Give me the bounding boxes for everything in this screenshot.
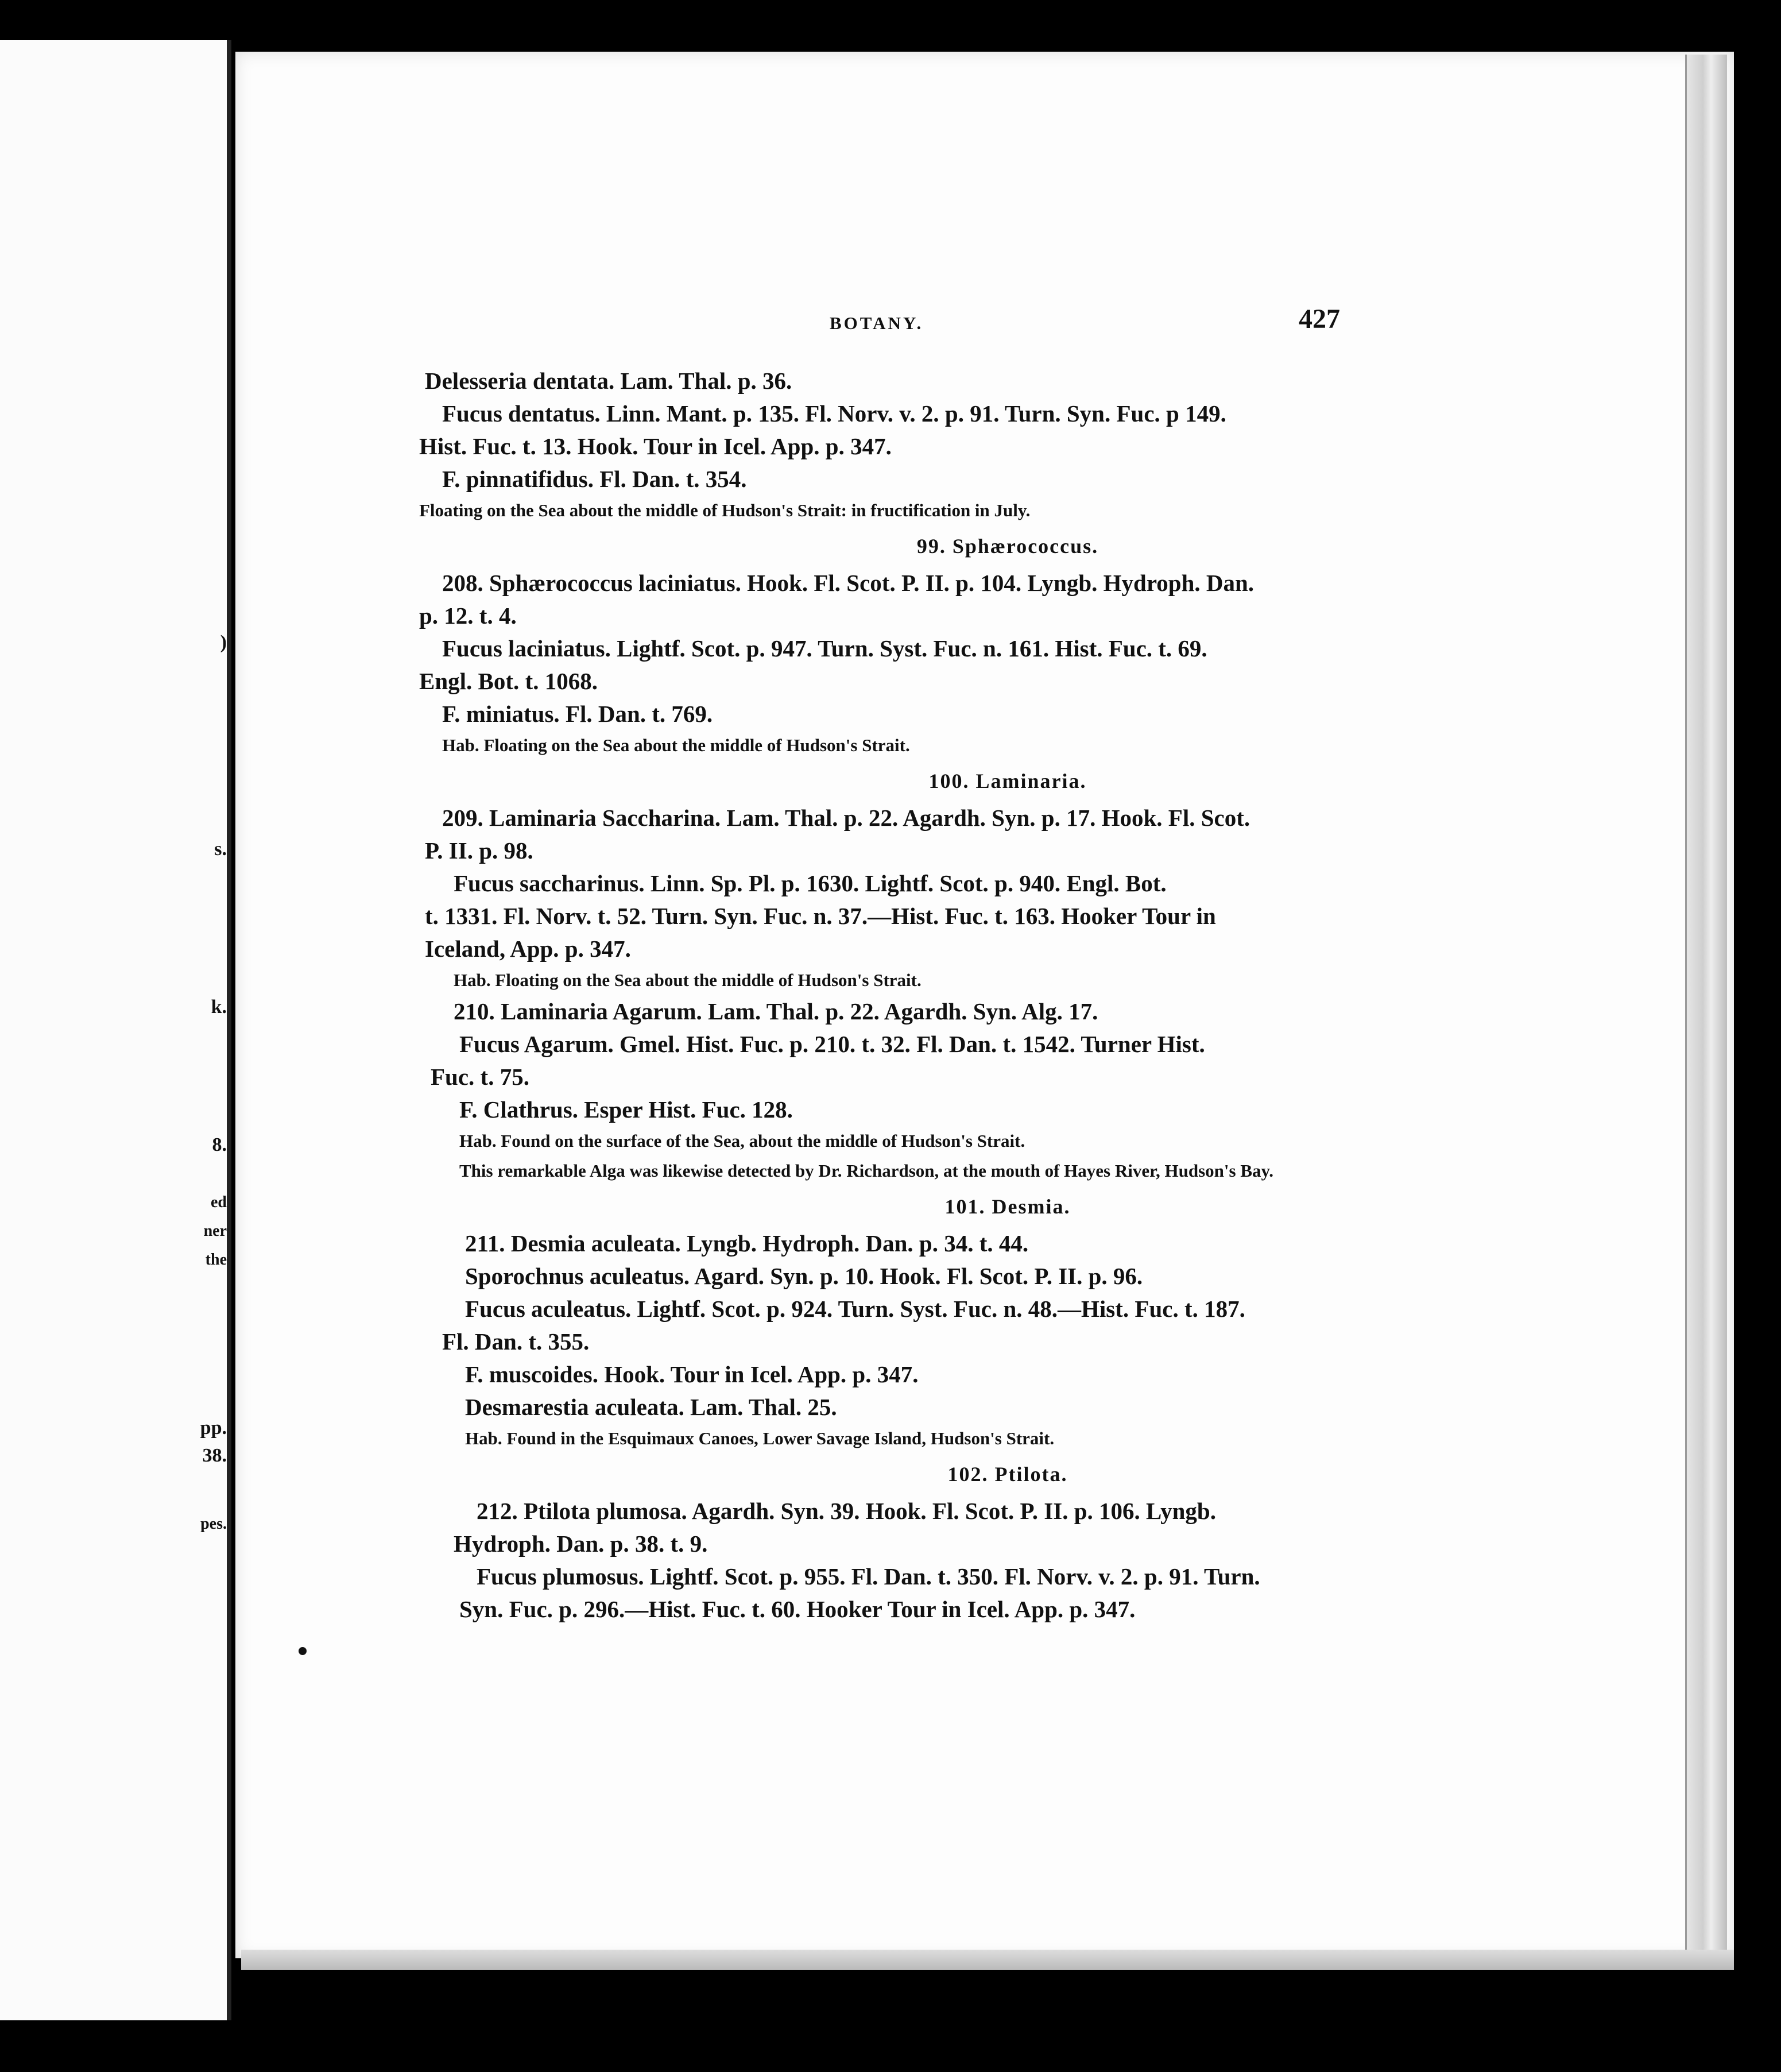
text-line: Syn. Fuc. p. 296.—Hist. Fuc. t. 60. Hooker Tour in Icel. App. p. 347. xyxy=(459,1596,1136,1622)
species-entry: 208. Sphærococcus laciniatus. Hook. Fl. Scot. P. II. p. 104. Lyngb. Hydroph. Dan. xyxy=(442,570,1255,596)
section-heading: 99. Sphærococcus. xyxy=(916,535,1099,558)
text-line: Fucus plumosus. Lightf. Scot. p. 955. Fl. Dan. t. 350. Fl. Norv. v. 2. p. 91. Turn. xyxy=(477,1563,1260,1590)
text-line: t. 1331. Fl. Norv. t. 52. Turn. Syn. Fuc. n. 37.—Hist. Fuc. t. 163. Hooker Tour in xyxy=(425,903,1216,929)
left-margin-fragment: ed xyxy=(211,1193,227,1211)
left-margin-fragment: k. xyxy=(211,996,227,1018)
page-body xyxy=(419,365,1596,1626)
species-entry: 210. Laminaria Agarum. Lam. Thal. p. 22. Agardh. Syn. Alg. 17. xyxy=(454,998,1098,1025)
text-line: Fucus aculeatus. Lightf. Scot. p. 924. Turn. Syst. Fuc. n. 48.—Hist. Fuc. t. 187. xyxy=(465,1296,1245,1322)
left-margin-fragment: pes. xyxy=(200,1515,227,1533)
species-entry: 209. Laminaria Saccharina. Lam. Thal. p. 22. Agardh. Syn. p. 17. Hook. Fl. Scot. xyxy=(442,805,1250,831)
text-line: Desmarestia aculeata. Lam. Thal. 25. xyxy=(465,1394,837,1420)
left-margin-fragment: s. xyxy=(214,838,227,860)
text-line: F. Clathrus. Esper Hist. Fuc. 128. xyxy=(459,1096,793,1123)
habitat-note: Hab. Floating on the Sea about the middle of Hudson's Strait. xyxy=(442,735,910,755)
left-margin-fragment: ner xyxy=(203,1222,227,1240)
habitat-note: Hab. Found on the surface of the Sea, about the middle of Hudson's Strait. xyxy=(459,1131,1025,1151)
species-entry: 211. Desmia aculeata. Lyngb. Hydroph. Dan. p. 34. t. 44. xyxy=(465,1230,1029,1257)
habitat-note: Hab. Floating on the Sea about the middle of Hudson's Strait. xyxy=(454,970,922,990)
section-heading: 101. Desmia. xyxy=(944,1195,1071,1218)
left-margin-fragment: the xyxy=(205,1251,227,1269)
text-line: Hist. Fuc. t. 13. Hook. Tour in Icel. App. p. 347. xyxy=(419,433,892,459)
text-line: Fl. Dan. t. 355. xyxy=(442,1328,590,1355)
text-line: Sporochnus aculeatus. Agard. Syn. p. 10. Hook. Fl. Scot. P. II. p. 96. xyxy=(465,1263,1143,1289)
text-line: Fuc. t. 75. xyxy=(431,1064,529,1090)
page-number: 427 xyxy=(1299,304,1340,334)
species-entry: 212. Ptilota plumosa. Agardh. Syn. 39. Hook. Fl. Scot. P. II. p. 106. Lyngb. xyxy=(477,1498,1216,1524)
text-line: Engl. Bot. t. 1068. xyxy=(419,668,598,694)
left-margin-fragment: pp. xyxy=(200,1417,227,1439)
left-margin-fragment: ) xyxy=(220,632,227,653)
running-header: BOTANY. xyxy=(830,313,924,333)
habitat-note: Hab. Found in the Esquimaux Canoes, Lower Savage Island, Hudson's Strait. xyxy=(465,1428,1055,1448)
text-line: P. II. p. 98. xyxy=(425,837,533,864)
habitat-note: This remarkable Alga was likewise detected by Dr. Richardson, at the mouth of Hayes River, Hudson's Bay. xyxy=(459,1161,1274,1181)
left-margin-fragment: 8. xyxy=(212,1134,227,1155)
section-heading: 100. Laminaria. xyxy=(928,770,1087,793)
text-line: Hydroph. Dan. p. 38. t. 9. xyxy=(454,1530,708,1557)
habitat-note: Floating on the Sea about the middle of Hudson's Strait: in fructification in July. xyxy=(419,500,1031,520)
text-line: Delesseria dentata. Lam. Thal. p. 36. xyxy=(425,368,792,394)
text-line: Fucus saccharinus. Linn. Sp. Pl. p. 1630. Lightf. Scot. p. 940. Engl. Bot. xyxy=(454,870,1167,896)
text-line: F. miniatus. Fl. Dan. t. 769. xyxy=(442,701,713,727)
page-stack-edge xyxy=(1685,55,1727,1958)
text-line: Iceland, App. p. 347. xyxy=(425,936,631,962)
ink-spot xyxy=(299,1647,307,1655)
text-line: p. 12. t. 4. xyxy=(419,602,517,629)
text-line: F. pinnatifidus. Fl. Dan. t. 354. xyxy=(442,466,747,492)
text-line: Fucus dentatus. Linn. Mant. p. 135. Fl. Norv. v. 2. p. 91. Turn. Syn. Fuc. p 149. xyxy=(442,400,1226,427)
text-line: Fucus Agarum. Gmel. Hist. Fuc. p. 210. t. 32. Fl. Dan. t. 1542. Turner Hist. xyxy=(459,1031,1205,1057)
section-heading: 102. Ptilota. xyxy=(947,1463,1068,1486)
text-line: F. muscoides. Hook. Tour in Icel. App. p. 347. xyxy=(465,1361,919,1387)
left-facing-page xyxy=(0,40,231,2020)
left-margin-fragment: 38. xyxy=(202,1445,227,1466)
page-bottom-edge xyxy=(241,1950,1734,1970)
text-line: Fucus laciniatus. Lightf. Scot. p. 947. Turn. Syst. Fuc. n. 161. Hist. Fuc. t. 69. xyxy=(442,635,1207,662)
book-page xyxy=(235,52,1734,1958)
